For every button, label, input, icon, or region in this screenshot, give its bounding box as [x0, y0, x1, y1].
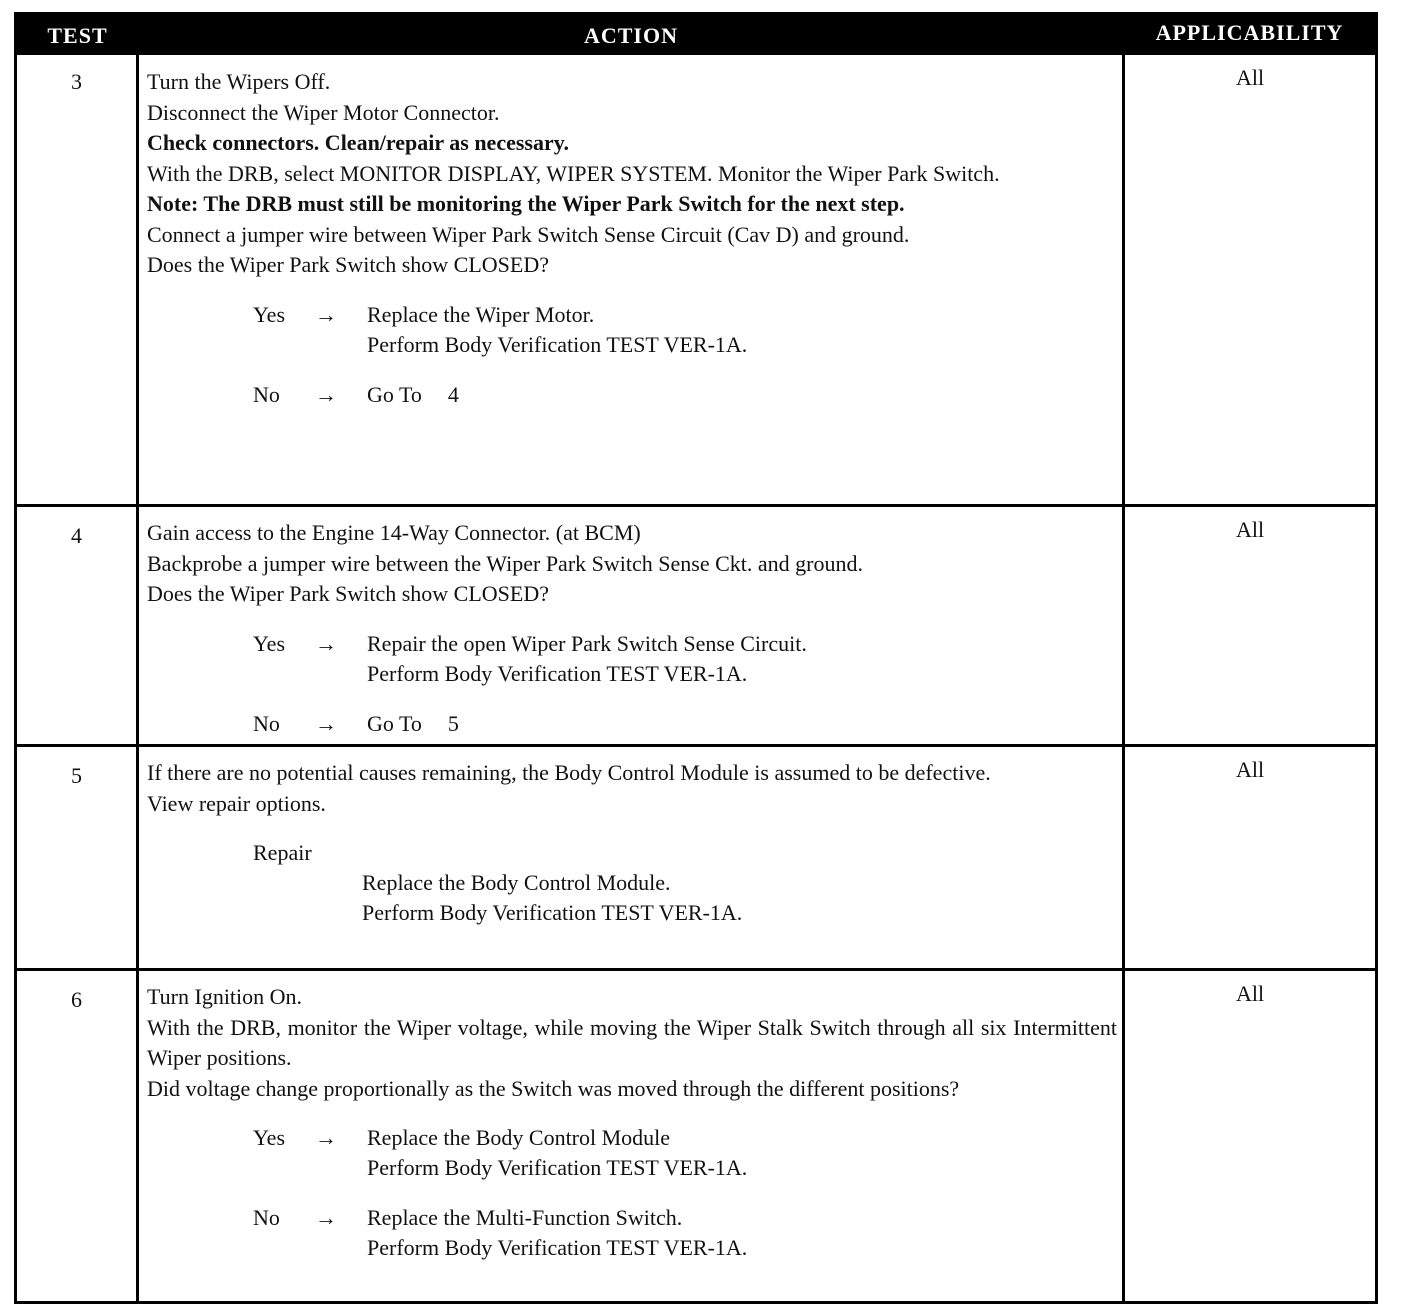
arrow-icon: →	[315, 1125, 337, 1150]
no-option	[147, 380, 1117, 410]
action-line: Gain access to the Engine 14-Way Connector. (at BCM)	[147, 520, 641, 545]
table-row	[17, 744, 1375, 971]
yes-result: Perform Body Verification TEST VER-1A.	[367, 660, 748, 686]
action-question: Does the Wiper Park Switch show CLOSED?	[147, 581, 549, 606]
action-cell	[147, 67, 1117, 410]
no-label: No	[253, 710, 280, 736]
action-line: Connect a jumper wire between Wiper Park Switch Sense Circuit (Cav D) and ground.	[147, 221, 910, 247]
action-cell	[147, 758, 1117, 928]
yes-result: Perform Body Verification TEST VER-1A.	[367, 1155, 748, 1180]
applicability-value: All	[1235, 757, 1265, 782]
action-line: Check connectors. Clean/repair as necessary.	[147, 130, 570, 155]
test-number: 4	[71, 523, 82, 548]
header-action: ACTION	[583, 23, 678, 48]
test-number: 6	[71, 987, 82, 1012]
yes-option	[147, 300, 1117, 330]
no-label: No	[253, 381, 280, 407]
header-applicability: APPLICABILITY	[1155, 20, 1344, 45]
no-result: Perform Body Verification TEST VER-1A.	[367, 1235, 748, 1260]
action-line: Turn the Wipers Off.	[147, 69, 331, 94]
yes-label: Yes	[253, 301, 286, 327]
action-question: Does the Wiper Park Switch show CLOSED?	[147, 252, 549, 277]
table-header	[17, 15, 1375, 55]
goto-number[interactable]: 5	[447, 710, 459, 736]
goto-number[interactable]: 4	[447, 381, 459, 407]
table-row	[17, 504, 1375, 747]
goto-link[interactable]: Go To	[367, 710, 422, 736]
no-result: Replace the Multi-Function Switch.	[367, 1205, 683, 1230]
yes-result: Repair the open Wiper Park Switch Sense Circuit.	[367, 630, 807, 656]
action-line: With the DRB, monitor the Wiper voltage, while moving the Wiper Stalk Switch through all six Intermittent Wiper positions.	[147, 1014, 1117, 1070]
applicability-value: All	[1235, 981, 1265, 1006]
action-line: With the DRB, select MONITOR DISPLAY, WIPER SYSTEM. Monitor the Wiper Park Switch.	[147, 160, 1000, 186]
no-option	[147, 1203, 1117, 1233]
no-label: No	[253, 1205, 280, 1230]
yes-label: Yes	[253, 1125, 286, 1150]
yes-result: Perform Body Verification TEST VER-1A.	[367, 331, 748, 357]
arrow-icon: →	[315, 381, 337, 407]
applicability-value: All	[1235, 65, 1265, 90]
diagnostic-table	[14, 12, 1378, 1304]
action-cell	[147, 518, 1117, 739]
test-number: 3	[71, 69, 82, 94]
arrow-icon: →	[315, 301, 337, 327]
yes-result: Replace the Wiper Motor.	[367, 301, 595, 327]
arrow-icon: →	[315, 710, 337, 736]
action-question: Did voltage change proportionally as the Switch was moved through the different positions?	[147, 1075, 960, 1101]
yes-option	[147, 1123, 1117, 1153]
header-test: TEST	[47, 23, 108, 48]
test-number: 5	[71, 763, 82, 788]
yes-option	[147, 629, 1117, 659]
arrow-icon: →	[315, 1205, 337, 1230]
table-row	[17, 55, 1375, 507]
table-row	[17, 968, 1375, 1301]
applicability-value: All	[1235, 517, 1265, 542]
action-cell	[147, 982, 1117, 1263]
action-line: Backprobe a jumper wire between the Wiper Park Switch Sense Ckt. and ground.	[147, 550, 863, 576]
action-line: If there are no potential causes remaining, the Body Control Module is assumed to be defective.	[147, 760, 991, 785]
repair-result: Perform Body Verification TEST VER-1A.	[362, 900, 743, 925]
yes-label: Yes	[253, 630, 286, 656]
yes-result: Replace the Body Control Module	[367, 1125, 671, 1150]
goto-link[interactable]: Go To	[367, 381, 422, 407]
action-line: View repair options.	[147, 790, 326, 816]
repair-label: Repair	[253, 840, 312, 865]
action-note: Note: The DRB must still be monitoring the Wiper Park Switch for the next step.	[147, 191, 905, 216]
arrow-icon: →	[315, 630, 337, 656]
action-line: Disconnect the Wiper Motor Connector.	[147, 99, 500, 125]
repair-result: Replace the Body Control Module.	[362, 870, 671, 895]
action-line: Turn Ignition On.	[147, 984, 303, 1009]
no-option	[147, 709, 1117, 739]
